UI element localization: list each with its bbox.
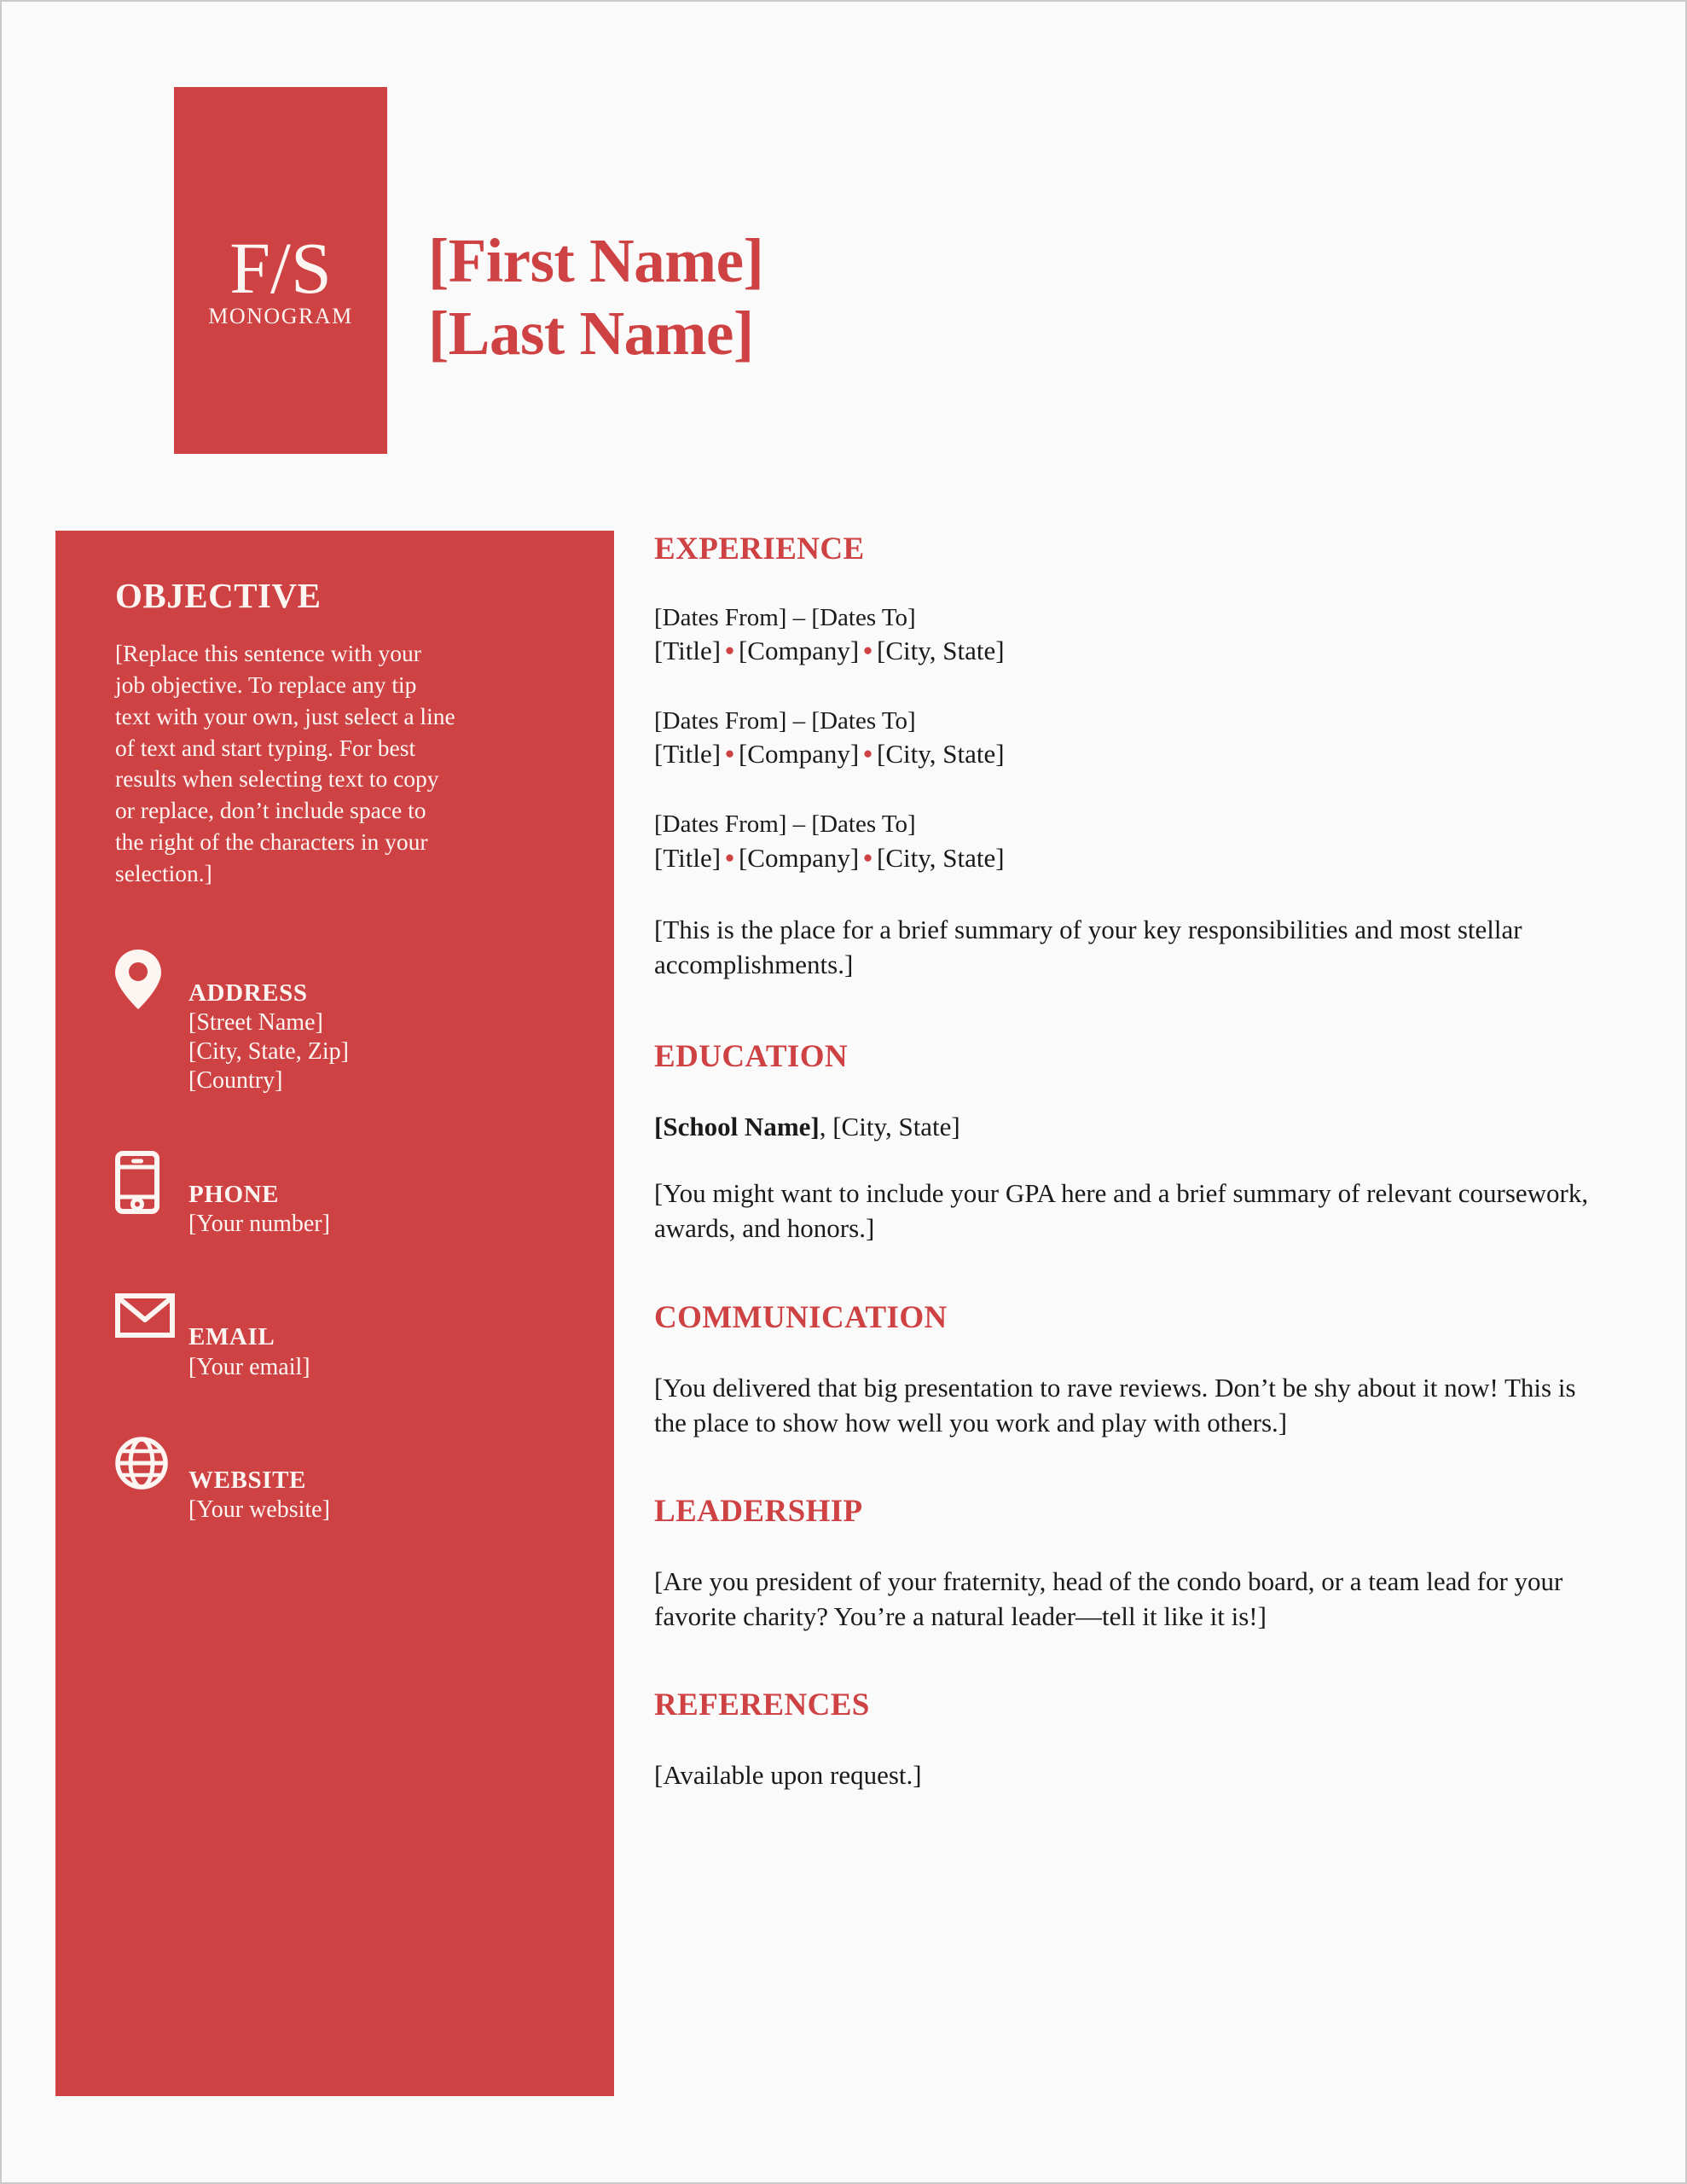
contact-body-website (188, 1433, 330, 1525)
contact-body-address (188, 946, 349, 1096)
section-leadership (654, 1493, 1601, 1634)
bullet-separator-icon: • (863, 739, 873, 770)
contact-item-email (115, 1290, 563, 1382)
contact-value-website: [Your website] (188, 1496, 330, 1524)
first-name-line: [First Name] (428, 226, 764, 295)
contact-list (115, 946, 563, 1525)
bullet-separator-icon: • (725, 739, 734, 770)
leadership-text: [Are you president of your fraternity, head of the condo board, or a team lead for your favorite charity? You’re a natural leader—tell it like it is!] (654, 1566, 1563, 1632)
mobile-phone-icon (115, 1147, 188, 1214)
education-school-name: [School Name] (654, 1111, 820, 1141)
section-references (654, 1687, 1601, 1792)
last-name-line: [Last Name] (428, 298, 754, 368)
experience-position (654, 634, 1601, 669)
section-communication (654, 1299, 1601, 1440)
experience-company: [Company] (738, 739, 860, 770)
contact-label-email: EMAIL (188, 1323, 275, 1351)
resume-header (2, 2, 1685, 479)
experience-entry (654, 705, 1601, 772)
spacer (654, 1246, 1601, 1299)
contact-value-city: [City, State, Zip] (188, 1038, 349, 1066)
references-text: [Available upon request.] (654, 1760, 922, 1791)
contact-label-address: ADDRESS (188, 979, 308, 1007)
leadership-heading: LEADERSHIP (654, 1494, 863, 1530)
experience-dates: [Dates From] – [Dates To] (654, 707, 916, 735)
experience-location: [City, State] (877, 636, 1005, 666)
education-detail: [You might want to include your GPA here and a brief summary of relevant coursework, awards, and honors.] (654, 1178, 1589, 1244)
experience-dates: [Dates From] – [Dates To] (654, 604, 916, 631)
monogram-label: MONOGRAM (208, 304, 353, 328)
experience-summary: [This is the place for a brief summary of your key responsibilities and most stellar accomplishments.] (654, 914, 1522, 979)
experience-dates: [Dates From] – [Dates To] (654, 810, 916, 839)
experience-title: [Title] (654, 842, 722, 873)
bullet-separator-icon: • (725, 842, 734, 873)
experience-title: [Title] (654, 636, 722, 666)
experience-position (654, 737, 1601, 772)
main-content (654, 531, 1601, 1793)
contact-item-phone (115, 1147, 563, 1240)
spacer (654, 1634, 1601, 1687)
education-school (654, 1109, 1601, 1144)
references-heading: REFERENCES (654, 1687, 870, 1723)
contact-body-email (188, 1290, 310, 1382)
experience-location: [City, State] (877, 842, 1005, 873)
candidate-name (428, 225, 763, 369)
bullet-separator-icon: • (863, 842, 873, 873)
contact-label-website: WEBSITE (188, 1466, 306, 1494)
experience-company: [Company] (738, 842, 860, 873)
experience-title: [Title] (654, 739, 722, 770)
contact-value-street: [Street Name] (188, 1009, 323, 1037)
contact-value-country: [Country] (188, 1067, 283, 1095)
contact-label-phone: PHONE (188, 1180, 280, 1208)
globe-icon (115, 1433, 188, 1490)
bullet-separator-icon: • (725, 636, 734, 666)
experience-heading: EXPERIENCE (654, 531, 865, 566)
envelope-icon (115, 1290, 188, 1338)
section-experience (654, 531, 1601, 982)
contact-value-email: [Your email] (188, 1353, 310, 1380)
section-education (654, 1038, 1601, 1246)
education-school-location: , [City, State] (819, 1111, 960, 1141)
spacer (654, 1440, 1601, 1493)
communication-text: [You delivered that big presentation to rave reviews. Don’t be shy about it now! This is the place to show how well you work and play with others.] (654, 1372, 1576, 1438)
objective-heading: OBJECTIVE (115, 576, 322, 615)
monogram-block (174, 87, 387, 454)
education-heading: EDUCATION (654, 1038, 848, 1074)
experience-entry (654, 601, 1601, 669)
objective-text: [Replace this sentence with your job objective. To replace any tip text with your own, just select a line of text and start typing. For best results when selecting text to copy or replace, don’t include space to the right of the characters in your selection.] (115, 640, 455, 886)
experience-company: [Company] (738, 636, 860, 666)
contact-item-address (115, 946, 563, 1096)
experience-position (654, 841, 1601, 876)
location-pin-icon (115, 946, 188, 1009)
monogram-initials: F/S (229, 227, 332, 310)
contact-value-phone: [Your number] (188, 1210, 330, 1237)
bullet-separator-icon: • (863, 636, 873, 666)
experience-location: [City, State] (877, 739, 1005, 770)
experience-entry (654, 808, 1601, 875)
spacer (654, 982, 1601, 1038)
contact-item-website (115, 1433, 563, 1525)
communication-heading: COMMUNICATION (654, 1299, 948, 1335)
sidebar (55, 531, 614, 2096)
contact-body-phone (188, 1147, 330, 1240)
